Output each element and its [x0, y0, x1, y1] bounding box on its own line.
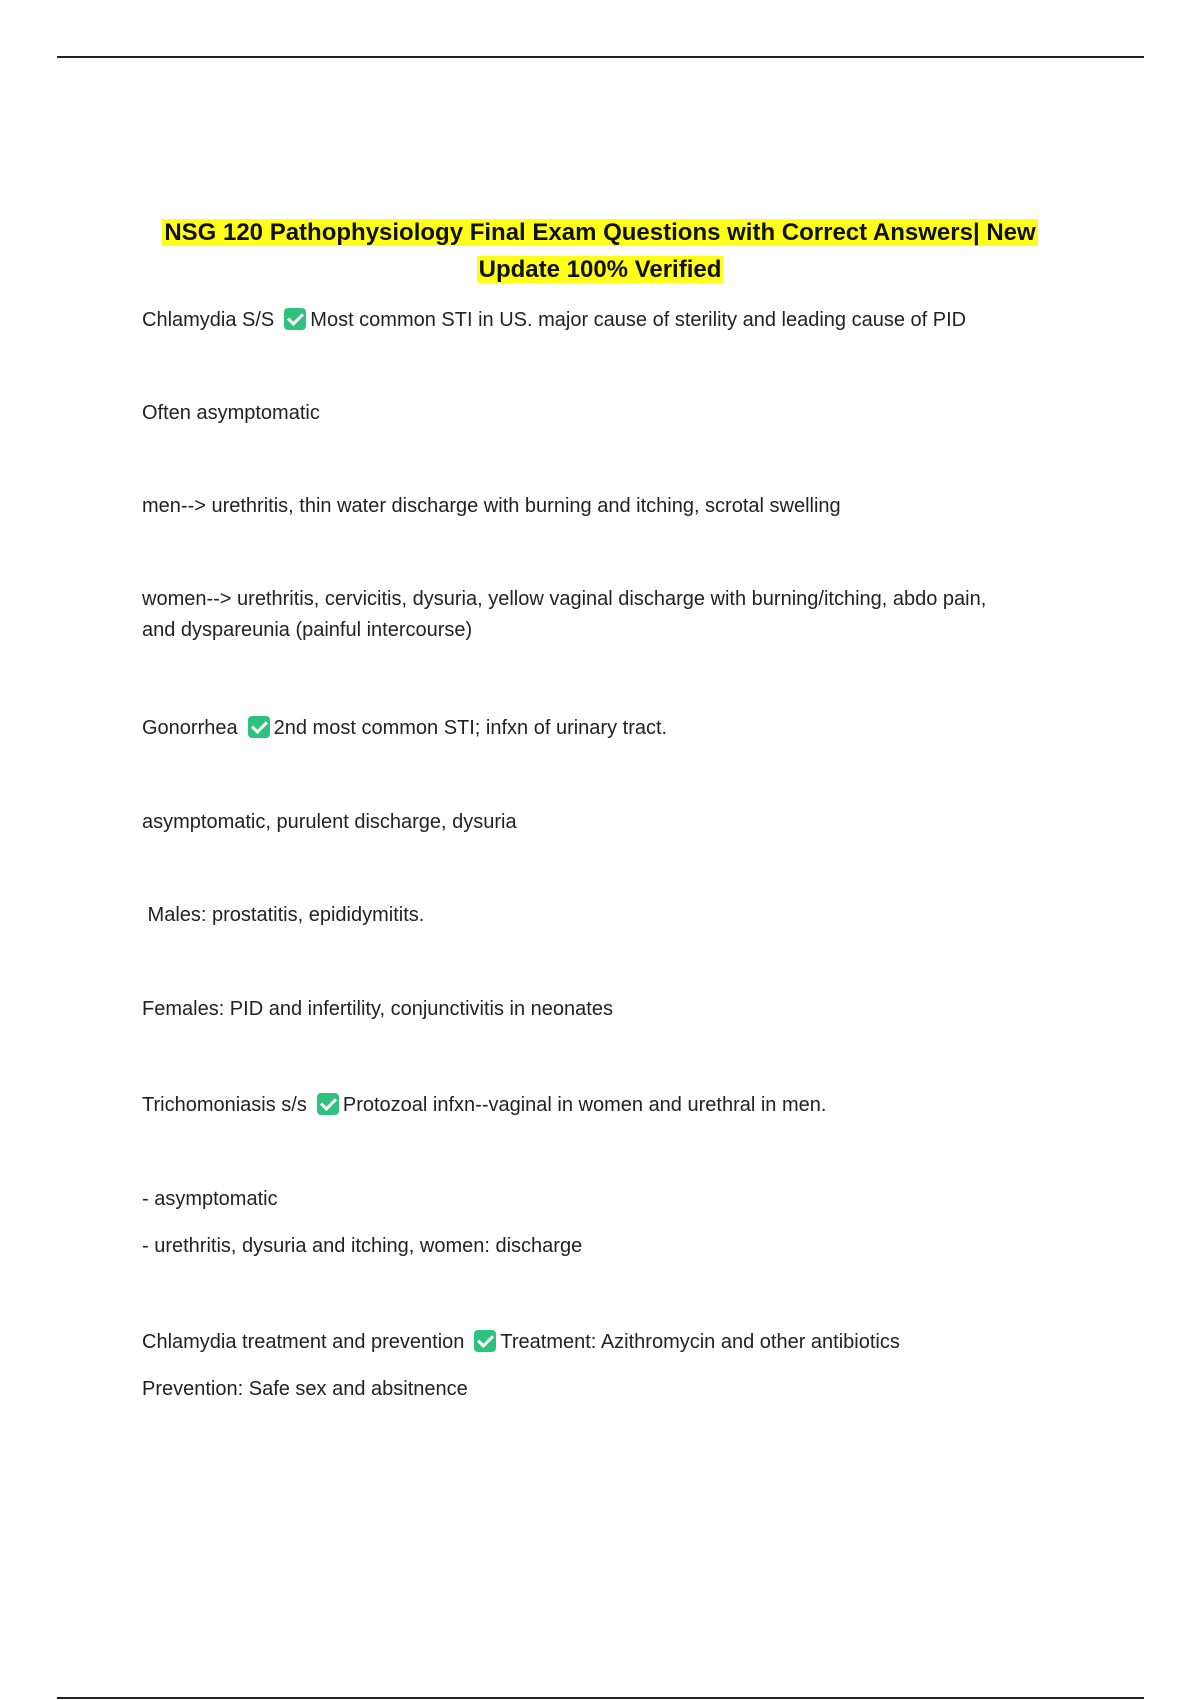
answer-text: Most common STI in US. major cause of sterility and leading cause of PID [310, 309, 967, 331]
answer-line: Prevention: Safe sex and absitnence [142, 1378, 468, 1400]
question-text: Trichomoniasis s/s [142, 1094, 307, 1116]
document-title [142, 214, 1058, 288]
question-text: Chlamydia S/S [142, 309, 275, 331]
title-highlight: NSG 120 Pathophysiology Final Exam Questions with Correct Answers| New Update 100% Verified [164, 219, 1036, 283]
question-text: Chlamydia treatment and prevention [142, 1331, 465, 1353]
answer-line: asymptomatic, purulent discharge, dysuria [142, 811, 517, 833]
answer-line: Females: PID and infertility, conjunctivitis in neonates [142, 998, 613, 1020]
answer-line: Males: prostatitis, epididymitits. [142, 904, 425, 926]
qa-row-chlamydia-ss [142, 305, 1042, 336]
answer-line: - urethritis, dysuria and itching, women: discharge [142, 1235, 583, 1257]
answer-line: Often asymptomatic [142, 402, 320, 424]
answer-text: Protozoal infxn--vaginal in women and urethral in men. [342, 1094, 827, 1116]
check-mark-icon [317, 1093, 339, 1115]
check-mark-icon [474, 1330, 496, 1352]
qa-row-chlamydia-treatment [142, 1327, 1042, 1358]
qa-row-gonorrhea [142, 713, 1042, 744]
answer-text: Treatment: Azithromycin and other antibiotics [500, 1331, 900, 1353]
bottom-divider [57, 1697, 1144, 1699]
qa-row-trichomoniasis-ss [142, 1090, 1042, 1121]
answer-line: men--> urethritis, thin water discharge with burning and itching, scrotal swelling [142, 495, 841, 517]
answer-text: 2nd most common STI; infxn of urinary tract. [273, 717, 668, 739]
check-mark-icon [284, 308, 306, 330]
answer-line: women--> urethritis, cervicitis, dysuria, yellow vaginal discharge with burning/itching, abdo pain, and dyspareunia (painful intercourse) [142, 588, 987, 641]
top-divider [57, 56, 1144, 58]
question-text: Gonorrhea [142, 717, 238, 739]
check-mark-icon [248, 716, 270, 738]
answer-line: - asymptomatic [142, 1188, 278, 1210]
